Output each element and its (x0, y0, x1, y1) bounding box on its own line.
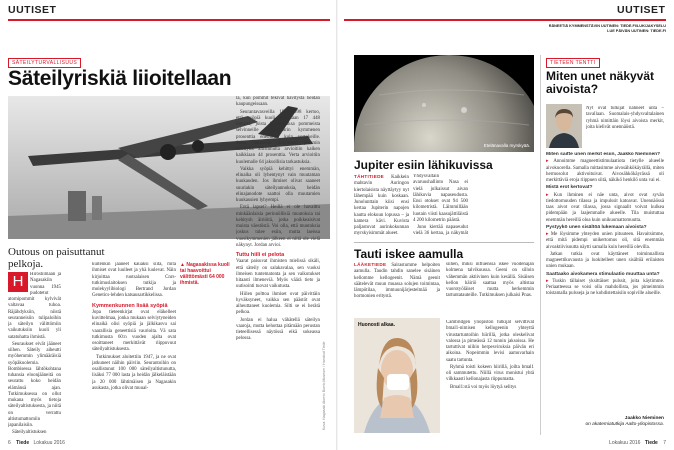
answer: Tuskin tällaiset yksittäiset pulssit, joita käytimme. Periaatteessa se voisi olla mahdollista, jos pimeimmin toistamalla pulsseja ja ne kohdistettaisiin sopiville alueille. (546, 278, 664, 297)
paragraph: Kaikkein mahtavin Auringon kiertolaisista näyttäytyy nyt lähempää kuin koskaan. Junolunttain kiisi ensi kertaa Jupiterin napojen kautta elokuun lopussa – ja kamera kävi. Kuvista paljastuvat aurinkokunnan myrskyisimmät alueet. (354, 175, 409, 237)
category-tag: SÄTEILYTURVALLISUUS (8, 58, 81, 68)
photo-caption (180, 262, 232, 286)
flu-headline: Tauti iskee aamulla (354, 247, 464, 261)
article-column-2 (92, 262, 176, 434)
photo-credit: Kuva: Nagasaki Atomic Bomb Museum / Handout Tiede (322, 341, 326, 430)
magazine-name: Tiede (16, 440, 30, 446)
paragraph: Hiroshimaan ja Nagasakiin vuonna 1945 pudotetut atomipommit kylvivät valtavaa tuhoa. Räjähdyksiin, niistä seuranneisiin tulipaloihin ja säteilyn välittömiin vaikutuksiin kuoli yli satatuhatta ihmistä. (8, 272, 61, 340)
page-number: 6 (8, 440, 11, 446)
paragraph: Juno kiertää napaseudut vielä 36 kertaa, ja näkymät (413, 225, 468, 237)
dropcap: H (8, 272, 28, 292)
paragraph: Hiilen polttoa ihmiset ovat päivittäin hyväksyneet, vaikka sen päästöt ovat aiheuttaneet kuolemia. Silti se ei herätä pelkoa. (236, 291, 320, 316)
signature-title: on akatemiatutkija Aalto-yliopistossa. (585, 422, 664, 427)
signature-name: Jaakko Nieminen (624, 416, 664, 421)
paragraph: Vaikka syöpiä kehittyi enemmän, elinaika oli lyhentynyt vain muutaman kuukauden. Jos ihmiset olivat saaneet suuriakin säteilyannoksia, heidän elinajanodote saattoi olla muutamien kuukausien lyhyempi. (236, 166, 320, 203)
paragraph: Jordan ei halua vähätellä säteilyn vaaroja, mutta kehottaa pitämään perustan tieteellisessä näytössä eikä sokeassa pelossa. (236, 317, 320, 342)
answer: Annoimme magneettistimulaatiota tietylle alueelle aivokuorella. Samalla mittasimme aivosähkökäyrällä, miten hermosolut aktivoituivat. Aivosähkökäyrässä oli merkittäviä eroja riippuen siitä, näkikö henkilö unta vai ei. (546, 159, 664, 183)
section-label-left: UUTISET (8, 4, 57, 16)
answer-bullet-icon: ▸ (546, 192, 554, 198)
researcher-portrait-image (546, 104, 582, 148)
question: Pystyykö unen sisältöä lukemaan aivoista? (546, 224, 647, 230)
subheading: Kymmenkunnen lisää syöpiä (92, 302, 168, 309)
category-lead: LÄÄKETIEDE (354, 262, 387, 267)
magazine-name: Tiede (644, 440, 658, 446)
sidebar-rule (540, 55, 541, 435)
paragraph: Jopa tieteenkirjat ovat eläkelleet kuvittelmaa, jonka mukaan selviytyneiden elinaikä olisi syöpiä ja jälkikasvu sai vaarallisia geneettisiä vaurioita. Vä sata tutkimusta 60:n vuoden ajalta ovat osoittaneet merkittävät riippuvuut säteilyaltistuksesta. (92, 309, 176, 353)
flu-column-1 (354, 262, 440, 318)
top-rule-left (8, 19, 330, 21)
divider (354, 242, 534, 243)
jupiter-column-1 (354, 174, 409, 238)
article-subhead: Outous on paisuttanut pelkoja. (8, 246, 105, 270)
issue-date: Lokakuu 2016 (609, 440, 641, 446)
paragraph: Cambridgen yliopiston tutkijat selvittivät bmal1-nimisen kellogeenin yhteyttä virustartuntoihin hiirillä, jotka oleskelivat valossa ja pimeässä 12 tunnin jaksoissa. He tartuttivat niihin herpesviruksia päivän eri aikoina. Nopeimmin levisi aamuvarhain saatu tartunta. (446, 320, 534, 363)
paragraph: siihen, miksi influenssa iskee vuodenajan kolmena talvikuussa. Geeni on silloin vähemmän aktiivinen kuin kesällä. Sisäisen kellon häiriö saattaa myös altistaa vuorotyöläiset mutta herkemmin tartuntatauteille. Tutkimuksen julkaisi Pnas. (446, 262, 534, 299)
question: Mistä erot kertovat? (546, 185, 593, 191)
answer-bullet-icon: ▸ (546, 278, 553, 284)
answer: Me löysimme yhteyden unien pituuteen. Havaitsimme, että mitä pidempi unikertomus oli, sitä enemmän aivoaktiivisuutta näytti samalla kuin hereillä olevilla. (546, 232, 664, 250)
article-headline: Säteilyriskiä liioitellaan (8, 67, 232, 90)
paragraph: kuitenkin jääneet kauaksi siitä, mitä ihmiset ovat luulleet ja yhä luulevat. Näin kirjoittaa ruotsalaisen Cnrs-tutkimuslaitoksen tutkija ja molekyylibiologi Bertrand Jordan Genetics-lehden katsausartikkelissa. (92, 262, 176, 299)
category-lead: TÄHTITIEDE (354, 174, 385, 179)
answer: Kun ihminen ei näe unta, aivot ovat syvän tiedottomuuden tilassa ja impulssit katoavat. Unennäössä taas aivot ovat tilassa, jossa signaalit voivat kulkea pidempään ja laajemmalle alueelle. Tila muistuttaa enemmän hereillä oloa kuin unikuumattomuutta. (546, 192, 664, 223)
question: Miten saitte unen merkit esiin, Jaakko Nieminen? (546, 152, 661, 157)
paragraph: Bmal1:stä voi myös löytyä selitys (450, 384, 517, 390)
section-label-right: UUTISET (617, 4, 666, 16)
subheading: Tuttu hiili ei pelota (236, 252, 285, 258)
paragraph: Säteilyaltistuksen (12, 430, 47, 434)
answer-bullet-icon: ▸ (546, 232, 551, 237)
flu-photo (354, 318, 440, 433)
footer-right (609, 440, 666, 446)
jupiter-headline: Jupiter esiin lähikuvissa (354, 158, 493, 172)
paragraph: Nyt ovat tutkijat nähneet unta – tavallaan. Suomalais-yhdysvaltalainen ryhmä nimittäin löysi aivoista merkit, joita kielivät unennäöstä. (586, 106, 664, 130)
signature (546, 416, 664, 428)
sidebar-intro (586, 106, 664, 150)
flu-column-2 (446, 262, 534, 318)
issue-date: Lokakuu 2016 (33, 440, 65, 446)
answer: Jatkan tutkia ovat käyttäneet toiminnallista magneettikuvausta ja luokitelleet unen sisältöä erilaisten unien mukaan. (546, 251, 664, 270)
jupiter-column-3 (472, 174, 534, 238)
caption-triangle-icon: ▲ (180, 262, 187, 268)
paragraph: Tutkimukset aloitettiin 1947, ja ne ovat jatkuneet näihin päiviin. Seurantoihin on osallistunut 100 000 säteilyaltistunutta, lisäksi 77 000 lasta ja heidän jälkeläistään ja 20 000 lähtimäisen ja Nagasakin asukasta, jotka olivat muual- (92, 354, 176, 391)
page-number: 7 (663, 440, 666, 446)
answer-bullet-icon: ▸ (546, 159, 554, 165)
flu-photo-caption: Huonosti alkaa. (358, 322, 395, 328)
paragraph: Vaarat paisuvat ihmisten mielissä sikäli, että säteily on salakavalaa, sen vuoksi ilmeisen tuntematonta ja sen vaikutukset hitaasti ilmeneviä. Myös väärä tieto ja uutisointi tuovat vaikutusta. (236, 259, 320, 290)
article-column-3 (236, 96, 320, 434)
sidebar-tag: TIETEEN TENTTI (546, 58, 600, 68)
paragraph: Seurantavasveilla 1958–1998 kertoo, että syöpiä kuoli kaikkiaan 17 448 ihmistä, joista 9 hakijaksa pommeista selvinneille kesti-määrin kymmenen prosenttia enemmän kuin vertokeille. Saitu, tahannen miljoonan pommin säteilyltä altistunutta arvioitiin kaiken kaikkiaan 44 prosenttia. Verta arvioitiin kuolemalle 64 jaksollisia tarkastuksia. (236, 109, 320, 165)
credits-line-1: RÄNEETIÄ KYMMENSTÄVIN UUTINEN: TIEDE.FI/LUKIJAKYSELU (548, 24, 666, 28)
header-credits (549, 24, 666, 34)
jupiter-photo-caption: Etelänavalla myrskyää. (483, 143, 530, 148)
portrait-photo (546, 104, 582, 148)
woman-sneezing-image (354, 318, 440, 433)
page-gutter (336, 0, 338, 450)
question: Saattaako aivokamera stimulaatio muuttaa unta? (546, 271, 660, 277)
jupiter-photo (354, 55, 534, 152)
paragraph: Seuraukset eivät jääneet siihen. Säteily aiheutti myöhemmin ylimääräisiä syöpäkuolemia. Bombisessa lähtökohtana tuhansia eloonjääneitä on seurattu koko heidän elämänsä ajan. Tutkimuksessa on ollut mukana myös tietoja säteilyaltistuksesta, ja niitä on verrattu altistumattomiin japanilaisiin. (8, 341, 61, 428)
jupiter-image (354, 55, 534, 152)
paragraph: Ryhmä toisti kokeen hiirillä, joilta bmal1 oli sammutettu. Niillä virus monistui yhtä vilkkaasti kellonajasta riippumatta. (446, 364, 534, 383)
paragraph: la, kun pommit tekivät hävitystä heidän kaupungeissaan. (236, 96, 320, 108)
article-column-1 (8, 272, 61, 434)
top-rule-right (344, 19, 666, 21)
flu-column-3 (446, 320, 534, 434)
footer-left (8, 440, 65, 446)
jupiter-column-2 (413, 174, 468, 238)
sidebar-interview (546, 152, 664, 414)
credits-line-2: LUE PÄIVÄN UUTINEN: TIEDE.FI (607, 29, 666, 33)
photo-caption-text: Nagasakissa kuoli tai haavoittui välittömästi 64 000 ihmistä. (180, 262, 230, 286)
sidebar-headline: Miten unet näkyvät aivoista? (546, 69, 655, 96)
paragraph: Yhdysvaltain avaruushallinto Nasa ei vielä julkaissut aivan lähikuvia napaseudusta. Ensi otokset ovat 94 500 kilometristä. Läimmillään luotain viisti kaasujättiläistä 4 200 kilometrin päästä. (413, 174, 468, 223)
paragraph: Entä lapset? Heillä ei ole havaittu minkäänlaisia perinnöllisiä muutoksia tai kehitysh äiriöitä, jotka poikkeaisivat muista väestöstä. Voi olla, että muutoksia joskus tulee esiin, mutta laeissa vuosikymmenien jälkeen ei niitä ole vielä näkynyt. Jordan arvioi. (236, 205, 320, 248)
paragraph: Sairastumme helpoiten aamulla. Taudin tahdin sanelee sisäinen kellomme kellogeenit. Nämä geenit säätelevät muun muassa solujen toimintaa, lämpötilaa, immuunijärjestelmää ja hormonien eritystä. (354, 263, 440, 300)
